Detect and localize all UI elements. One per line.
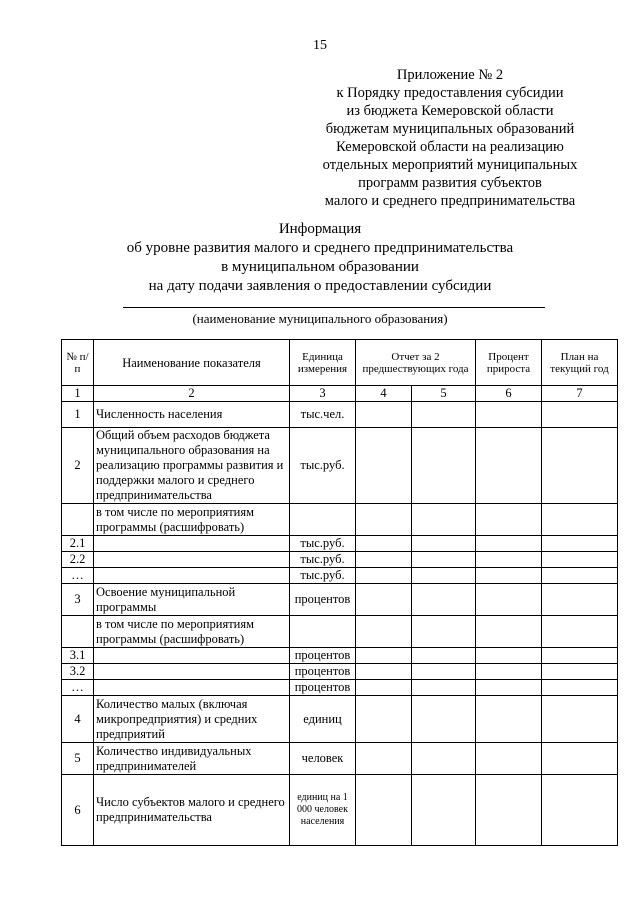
table-row (62, 743, 618, 775)
growth-cell (476, 402, 542, 428)
unit-cell: тыс.руб. (290, 552, 356, 568)
column-number: 6 (476, 386, 542, 402)
indicators-table (61, 339, 618, 846)
unit-cell (290, 616, 356, 648)
report-year-1-cell (356, 648, 412, 664)
report-year-2-cell (412, 743, 476, 775)
unit-cell: тыс.чел. (290, 402, 356, 428)
plan-cell (542, 680, 618, 696)
row-number: … (62, 568, 94, 584)
plan-cell (542, 504, 618, 536)
plan-cell (542, 584, 618, 616)
plan-cell (542, 568, 618, 584)
growth-cell (476, 664, 542, 680)
table-header-row (62, 340, 618, 386)
unit-cell: человек (290, 743, 356, 775)
growth-cell (476, 428, 542, 504)
appendix-line: бюджетам муниципальных образований (325, 121, 575, 137)
report-year-1-cell (356, 664, 412, 680)
report-year-2-cell (412, 664, 476, 680)
indicator-name: Количество малых (включая микропредприятия) и средних предприятий (94, 696, 290, 743)
row-number: 5 (62, 743, 94, 775)
header-name: Наименование показателя (94, 340, 290, 386)
row-number (62, 616, 94, 648)
report-year-1-cell (356, 428, 412, 504)
column-number: 2 (94, 386, 290, 402)
appendix-line: программ развития субъектов (358, 175, 542, 191)
indicator-name: Общий объем расходов бюджета муниципального образования на реализацию программы развития и поддержки малого и среднего предпринимательства (94, 428, 290, 504)
plan-cell (542, 648, 618, 664)
table-row (62, 428, 618, 504)
table-row (62, 696, 618, 743)
document-subtitle-line: на дату подачи заявления о предоставлении субсидии (148, 278, 492, 294)
row-number: 2.1 (62, 536, 94, 552)
indicator-name (94, 552, 290, 568)
report-year-2-cell (412, 584, 476, 616)
column-number: 5 (412, 386, 476, 402)
report-year-1-cell (356, 616, 412, 648)
growth-cell (476, 536, 542, 552)
document-subtitle-line: в муниципальном образовании (221, 259, 419, 275)
row-number: 3.2 (62, 664, 94, 680)
report-year-1-cell (356, 504, 412, 536)
appendix-line: Кемеровской области на реализацию (336, 139, 564, 155)
appendix-line: малого и среднего предпринимательства (324, 193, 576, 209)
report-year-1-cell (356, 536, 412, 552)
table-row (62, 664, 618, 680)
column-number-row (62, 386, 618, 402)
growth-cell (476, 584, 542, 616)
table-row (62, 402, 618, 428)
report-year-2-cell (412, 428, 476, 504)
report-year-2-cell (412, 680, 476, 696)
report-year-1-cell (356, 568, 412, 584)
growth-cell (476, 680, 542, 696)
plan-cell (542, 696, 618, 743)
report-year-1-cell (356, 402, 412, 428)
column-number: 4 (356, 386, 412, 402)
report-year-2-cell (412, 536, 476, 552)
row-number: … (62, 680, 94, 696)
indicator-name: Освоение муниципальной программы (94, 584, 290, 616)
document-title: Информация (278, 221, 362, 237)
row-number (62, 504, 94, 536)
plan-cell (542, 775, 618, 846)
row-number: 2 (62, 428, 94, 504)
plan-cell (542, 616, 618, 648)
table-row (62, 775, 618, 846)
table-row (62, 680, 618, 696)
column-number: 1 (62, 386, 94, 402)
table-row (62, 504, 618, 536)
table-row (62, 536, 618, 552)
indicator-name: Число субъектов малого и среднего предпринимательства (94, 775, 290, 846)
report-year-1-cell (356, 696, 412, 743)
unit-cell: процентов (290, 680, 356, 696)
header-num: № п/п (62, 340, 94, 386)
appendix-line: Приложение № 2 (396, 67, 504, 83)
report-year-1-cell (356, 552, 412, 568)
header-unit: Единица измерения (290, 340, 356, 386)
row-number: 3 (62, 584, 94, 616)
table-row (62, 648, 618, 664)
municipality-name-blank (123, 307, 545, 308)
growth-cell (476, 775, 542, 846)
report-year-1-cell (356, 743, 412, 775)
unit-cell: процентов (290, 584, 356, 616)
row-number: 4 (62, 696, 94, 743)
report-year-1-cell (356, 584, 412, 616)
row-number: 2.2 (62, 552, 94, 568)
report-year-2-cell (412, 568, 476, 584)
unit-cell: процентов (290, 648, 356, 664)
growth-cell (476, 616, 542, 648)
indicator-name (94, 536, 290, 552)
growth-cell (476, 743, 542, 775)
plan-cell (542, 428, 618, 504)
unit-cell: процентов (290, 664, 356, 680)
growth-cell (476, 568, 542, 584)
appendix-line: из бюджета Кемеровской области (346, 103, 554, 119)
unit-cell: тыс.руб. (290, 428, 356, 504)
page-number: 15 (313, 38, 327, 53)
indicator-name (94, 664, 290, 680)
row-number: 3.1 (62, 648, 94, 664)
appendix-line: отдельных мероприятий муниципальных (322, 157, 578, 173)
unit-cell: тыс.руб. (290, 568, 356, 584)
plan-cell (542, 743, 618, 775)
indicator-name: в том числе по мероприятиям программы (расшифровать) (94, 616, 290, 648)
unit-cell: единиц (290, 696, 356, 743)
plan-cell (542, 552, 618, 568)
appendix-header (290, 66, 610, 210)
plan-cell (542, 402, 618, 428)
header-plan: План на текущий год (542, 340, 618, 386)
growth-cell (476, 696, 542, 743)
report-year-2-cell (412, 775, 476, 846)
unit-cell: единиц на 1 000 человек населения (290, 775, 356, 846)
document-title-block (0, 220, 640, 296)
indicator-name: в том числе по мероприятиям программы (расшифровать) (94, 504, 290, 536)
plan-cell (542, 664, 618, 680)
plan-cell (542, 536, 618, 552)
table-row (62, 616, 618, 648)
table-row (62, 584, 618, 616)
indicator-name (94, 568, 290, 584)
header-report: Отчет за 2 предшествующих года (356, 340, 476, 386)
report-year-2-cell (412, 696, 476, 743)
growth-cell (476, 504, 542, 536)
municipality-name-caption: (наименование муниципального образования) (192, 311, 448, 326)
report-year-2-cell (412, 552, 476, 568)
indicator-name: Численность населения (94, 402, 290, 428)
table-row (62, 568, 618, 584)
report-year-2-cell (412, 504, 476, 536)
indicator-name: Количество индивидуальных предпринимателей (94, 743, 290, 775)
row-number: 1 (62, 402, 94, 428)
header-growth: Процент прироста (476, 340, 542, 386)
row-number: 6 (62, 775, 94, 846)
growth-cell (476, 648, 542, 664)
document-subtitle-line: об уровне развития малого и среднего предпринимательства (126, 240, 514, 256)
report-year-1-cell (356, 775, 412, 846)
report-year-2-cell (412, 616, 476, 648)
unit-cell: тыс.руб. (290, 536, 356, 552)
growth-cell (476, 552, 542, 568)
indicator-name (94, 680, 290, 696)
table-row (62, 552, 618, 568)
report-year-1-cell (356, 680, 412, 696)
column-number: 3 (290, 386, 356, 402)
report-year-2-cell (412, 402, 476, 428)
appendix-line: к Порядку предоставления субсидии (336, 85, 564, 101)
column-number: 7 (542, 386, 618, 402)
report-year-2-cell (412, 648, 476, 664)
unit-cell (290, 504, 356, 536)
indicator-name (94, 648, 290, 664)
